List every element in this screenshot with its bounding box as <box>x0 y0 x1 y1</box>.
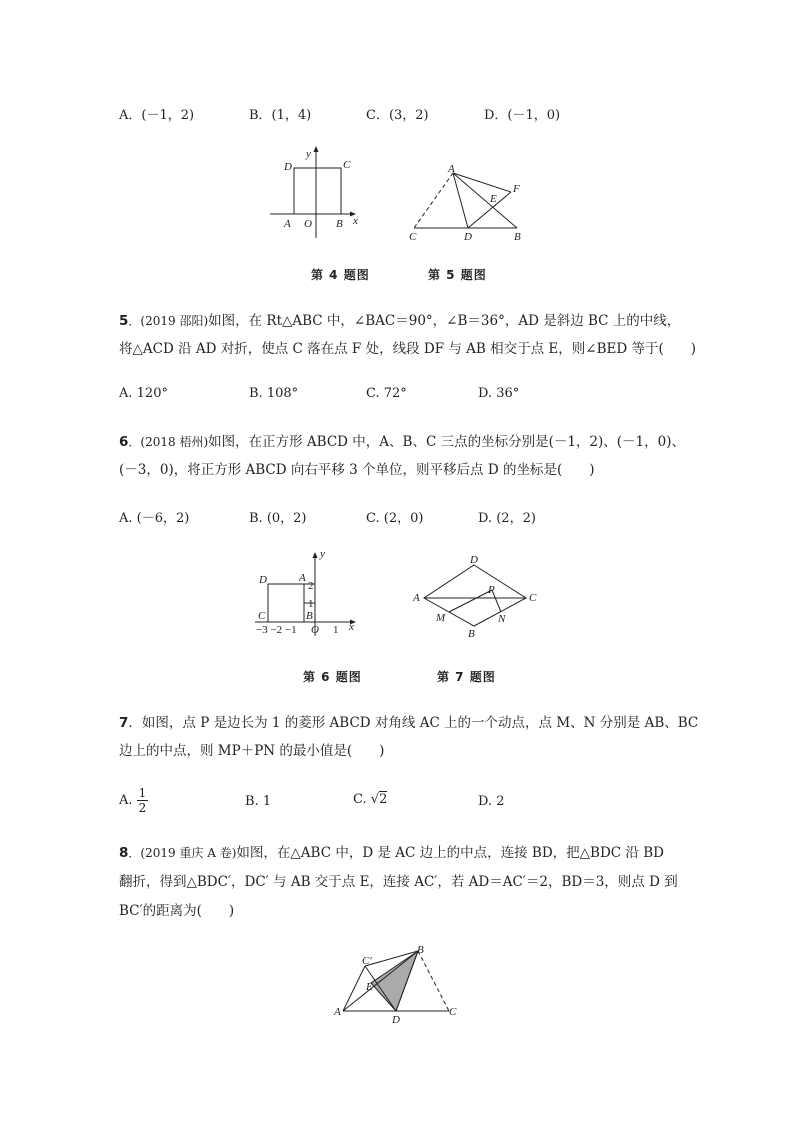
fig5-caption: 第 5 题图 <box>428 268 487 282</box>
q7-option-a-prefix: A. <box>119 793 133 808</box>
fig6-label-O: O <box>311 624 319 636</box>
q4-option-d: D．(－1，0) <box>484 108 561 123</box>
q5-line2: 将△ACD 沿 AD 对折，使点 C 落在点 F 处，线段 DF 与 AB 相交于点 E，则∠BED 等于( ) <box>119 341 696 357</box>
q8-line3: BC′的距离为( ) <box>119 903 235 919</box>
fig7-label-A: A <box>413 592 420 604</box>
fig7-caption: 第 7 题图 <box>437 670 496 684</box>
fig7-label-M: M <box>436 612 446 624</box>
fig8-label-D: D <box>392 1014 400 1026</box>
fig5-label-D: D <box>464 231 472 243</box>
fig7-label-B: B <box>468 628 475 640</box>
q6-option-d: D. (2，2) <box>478 511 536 526</box>
q6-number: 6 <box>119 434 129 450</box>
q6-option-b: B. (0，2) <box>249 511 307 526</box>
q4-option-b: B．(1，4) <box>249 108 312 123</box>
q8-source: ．(2019 重庆 A 卷) <box>128 846 237 860</box>
q4-option-a: A．(－1，2) <box>119 108 195 123</box>
fig4-label-B: B <box>336 218 343 230</box>
fig6-label-C: C <box>258 610 266 622</box>
q7-line2: 边上的中点，则 MP＋PN 的最小值是( ) <box>119 743 385 759</box>
fig4-label-x: x <box>353 215 358 227</box>
q6-line2: (－3，0)，将正方形 ABCD 向右平移 3 个单位，则平移后点 D 的坐标是( ) <box>119 462 595 478</box>
q5-option-a: A. 120° <box>119 386 168 401</box>
fig4-label-D: D <box>284 161 292 173</box>
q7-option-b: B. 1 <box>245 794 272 809</box>
q4-option-c: C．(3，2) <box>366 108 429 123</box>
fig7-label-D: D <box>470 554 478 566</box>
fig6-caption: 第 6 题图 <box>303 670 362 684</box>
fig6-label-B: B <box>306 610 313 622</box>
q5-option-b: B. 108° <box>249 386 299 401</box>
q7-option-c-radicand: 2 <box>379 792 388 807</box>
fig6-label-y: y <box>320 548 325 560</box>
fig8-label-B: B <box>417 944 424 956</box>
fig6-tick-1: 1 <box>308 598 314 610</box>
q6-option-c: C. (2，0) <box>366 511 424 526</box>
q7-option-d: D. 2 <box>478 794 505 809</box>
fig4-label-C: C <box>343 159 351 171</box>
fig7-label-C: C <box>529 592 537 604</box>
q5-text-1: 如图，在 Rt△ABC 中，∠BAC＝90°，∠B＝36°，AD 是斜边 BC 上的中线， <box>208 313 681 329</box>
q7-number: 7 <box>119 715 129 731</box>
fig6-label-A: A <box>299 572 306 584</box>
fig6-label-D: D <box>259 574 267 586</box>
q8-line2: 翻折，得到△BDC′，DC′ 与 AB 交于点 E，连接 AC′，若 AD＝AC′＝2，BD＝3，则点 D 到 <box>119 874 678 890</box>
q5-source: ．(2019 邵阳) <box>128 314 209 328</box>
fig7-label-P: P <box>488 584 495 596</box>
fig5-label-B: B <box>514 231 521 243</box>
fig8-label-A: A <box>334 1006 341 1018</box>
fig6-x-tick-1: 1 <box>333 624 339 636</box>
q7-frac-den: 2 <box>138 801 147 815</box>
q6-text-1: 如图，在正方形 ABCD 中，A、B、C 三点的坐标分别是(－1，2)、(－1，0)、 <box>208 434 685 450</box>
fig5-label-E: E <box>490 193 497 205</box>
fig8-label-C-prime: C′ <box>362 955 372 967</box>
q6-option-a: A. (－6，2) <box>119 511 190 526</box>
q6-source: ．(2018 梧州) <box>128 435 209 449</box>
sqrt-icon: √ <box>370 792 380 807</box>
fig7-label-N: N <box>498 613 506 625</box>
fig6-tick-2: 2 <box>308 580 314 592</box>
fig4-label-A: A <box>284 218 291 230</box>
q5-option-d: D. 36° <box>478 386 520 401</box>
fig6-x-ticks: −3 −2 −1 <box>256 624 297 636</box>
q5-number: 5 <box>119 313 129 329</box>
q7-frac-num: 1 <box>138 786 147 800</box>
fig8-label-E: E <box>366 981 373 993</box>
q8-text-1: 如图，在△ABC 中，D 是 AC 边上的中点，连接 BD，把△BDC 沿 BD <box>236 845 664 861</box>
fig5-label-F: F <box>513 183 520 195</box>
q5-option-c: C. 72° <box>366 386 407 401</box>
fig4-label-O: O <box>304 218 312 230</box>
q7-option-c-prefix: C. <box>353 792 367 807</box>
q8-number: 8 <box>119 845 129 861</box>
fig5-label-A: A <box>448 163 455 175</box>
fig5-label-C: C <box>409 231 417 243</box>
fig8-label-C: C <box>449 1006 457 1018</box>
fig4-caption: 第 4 题图 <box>311 268 370 282</box>
q7-text-1: ．如图，点 P 是边长为 1 的菱形 ABCD 对角线 AC 上的一个动点，点 M、N 分别是 AB、BC <box>128 715 699 731</box>
fig4-label-y: y <box>306 148 311 160</box>
fig6-label-x: x <box>349 621 354 633</box>
